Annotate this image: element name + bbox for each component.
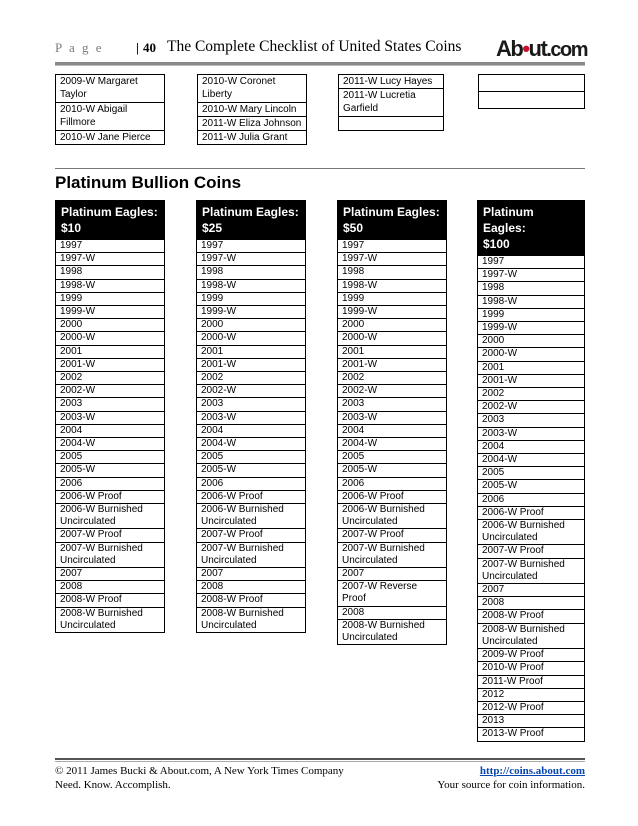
table-row	[478, 520, 585, 545]
coin-entry: 2002	[56, 372, 165, 385]
table-row	[478, 610, 585, 623]
table-row	[56, 332, 165, 345]
table-row	[338, 345, 447, 358]
table-row	[478, 322, 585, 335]
coin-entry: 2008-W Proof	[197, 594, 306, 607]
section-title: Platinum Bullion Coins	[55, 173, 242, 192]
table-row	[338, 279, 447, 292]
column-header-label: Platinum Eagles:	[343, 205, 440, 219]
coin-entry: 2007	[197, 568, 306, 581]
table-row	[338, 240, 447, 253]
coin-entry: 2000	[478, 335, 585, 348]
table-row	[197, 477, 306, 490]
table-row	[338, 385, 447, 398]
table-row	[56, 504, 165, 529]
coin-entry: 2006-W Burnished Uncirculated	[478, 520, 585, 545]
coin-entry: 2000-W	[197, 332, 306, 345]
coin-entry: 2004	[478, 440, 585, 453]
coin-entry: 2004	[197, 424, 306, 437]
table-row	[478, 401, 585, 414]
table-row	[478, 282, 585, 295]
table-row	[197, 438, 306, 451]
coin-entry: 2013	[478, 715, 585, 728]
coin-entry: 2006-W Proof	[478, 506, 585, 519]
table-row	[478, 675, 585, 688]
table-row	[197, 279, 306, 292]
coin-entry: 2000-W	[338, 332, 447, 345]
table-row	[197, 490, 306, 503]
header-rule-thin	[55, 65, 585, 66]
coin-entry: 1997	[338, 240, 447, 253]
table-row	[56, 581, 165, 594]
coin-entry: 2008	[56, 581, 165, 594]
column-header	[478, 201, 585, 256]
table-row	[56, 542, 165, 567]
coin-entry: 2008-W Burnished Uncirculated	[197, 607, 306, 632]
table-row	[338, 358, 447, 371]
table-row	[338, 398, 447, 411]
coin-entry: 2006	[478, 493, 585, 506]
coin-entry: 2007	[478, 584, 585, 597]
table-row	[478, 388, 585, 401]
table-row	[56, 398, 165, 411]
table-row	[197, 451, 306, 464]
coin-entry: 2008	[338, 606, 447, 619]
coin-entry: 1997-W	[338, 253, 447, 266]
coin-entry: 1998	[478, 282, 585, 295]
coin-entry: 2006	[56, 477, 165, 490]
coin-entry: 1997-W	[478, 269, 585, 282]
table-cell: 2009-W Margaret Taylor	[56, 75, 165, 103]
coin-entry: 2012	[478, 688, 585, 701]
table-row	[197, 504, 306, 529]
footer-source: Your source for coin information.	[437, 779, 585, 791]
table-row	[478, 374, 585, 387]
table-row	[197, 542, 306, 567]
coin-entry: 1998-W	[478, 295, 585, 308]
table-row	[478, 558, 585, 583]
table-row	[478, 414, 585, 427]
coin-entry: 2012-W Proof	[478, 701, 585, 714]
table-cell	[339, 117, 444, 131]
table-row	[56, 385, 165, 398]
table-row	[56, 279, 165, 292]
coin-entry: 1997-W	[56, 253, 165, 266]
table-row	[197, 345, 306, 358]
table-row	[56, 266, 165, 279]
coin-entry: 1998-W	[338, 279, 447, 292]
table-row	[338, 266, 447, 279]
column-header-denomination: $25	[202, 221, 223, 235]
coin-entry: 2005	[197, 451, 306, 464]
coin-entry: 2006	[197, 477, 306, 490]
table-row	[478, 256, 585, 269]
coin-entry: 1997	[478, 256, 585, 269]
table-row	[56, 438, 165, 451]
coin-entry: 1999	[56, 292, 165, 305]
coin-entry: 1998-W	[197, 279, 306, 292]
table-row	[56, 253, 165, 266]
coin-entry: 2000-W	[478, 348, 585, 361]
coin-entry: 1997-W	[197, 253, 306, 266]
table-row	[338, 529, 447, 542]
platinum-50-table	[337, 200, 447, 645]
coin-entry: 2008	[197, 581, 306, 594]
table-row	[197, 385, 306, 398]
table-row	[338, 504, 447, 529]
column-header-denomination: $50	[343, 221, 364, 235]
table-row	[478, 506, 585, 519]
first-spouse-table-4	[478, 74, 585, 109]
footer-rule	[55, 758, 585, 760]
column-header-denomination: $10	[61, 221, 82, 235]
coin-entry: 2007-W Burnished Uncirculated	[338, 542, 447, 567]
table-row	[56, 345, 165, 358]
table-row	[478, 584, 585, 597]
table-row	[338, 451, 447, 464]
footer-rule-thin	[55, 761, 585, 762]
coin-entry: 2003-W	[478, 427, 585, 440]
platinum-100-table	[477, 200, 585, 742]
table-row	[56, 292, 165, 305]
page-label: P a g e	[55, 40, 104, 55]
coin-entry: 2001-W	[338, 358, 447, 371]
section-rule	[55, 168, 585, 169]
table-row	[197, 411, 306, 424]
coin-entry: 1997	[56, 240, 165, 253]
table-row	[338, 568, 447, 581]
table-row	[197, 332, 306, 345]
coin-entry: 2006-W Proof	[197, 490, 306, 503]
table-row	[197, 424, 306, 437]
table-row	[338, 372, 447, 385]
table-row	[197, 581, 306, 594]
table-row	[478, 701, 585, 714]
first-spouse-table-3	[338, 74, 444, 131]
footer-copyright: © 2011 James Bucki & About.com, A New York Times Company	[55, 765, 344, 777]
column-header-label: Platinum Eagles:	[202, 205, 299, 219]
table-row	[56, 490, 165, 503]
coin-entry: 2005-W	[478, 480, 585, 493]
table-row	[338, 306, 447, 319]
table-row	[478, 335, 585, 348]
table-row	[197, 253, 306, 266]
coin-entry: 2008-W Proof	[56, 594, 165, 607]
table-cell	[479, 75, 585, 92]
coin-entry: 1999-W	[478, 322, 585, 335]
platinum-25-table	[196, 200, 306, 633]
table-row	[338, 464, 447, 477]
coin-entry: 2004-W	[197, 438, 306, 451]
coin-entry: 2005	[478, 467, 585, 480]
table-row	[478, 440, 585, 453]
table-row	[338, 424, 447, 437]
coin-entry: 2002	[478, 388, 585, 401]
table-row	[478, 308, 585, 321]
table-row	[338, 411, 447, 424]
table-row	[478, 454, 585, 467]
table-row	[478, 728, 585, 741]
coin-entry: 2005	[56, 451, 165, 464]
coin-entry: 2000	[338, 319, 447, 332]
table-row	[478, 467, 585, 480]
coin-entry: 1998	[197, 266, 306, 279]
table-row	[56, 568, 165, 581]
table-row	[56, 594, 165, 607]
coin-entry: 1999-W	[338, 306, 447, 319]
table-cell: 2011-W Lucy Hayes	[339, 75, 444, 89]
coin-entry: 2006-W Burnished Uncirculated	[56, 504, 165, 529]
table-row	[338, 332, 447, 345]
coin-entry: 2000	[197, 319, 306, 332]
table-row	[338, 542, 447, 567]
page-separator: |	[136, 40, 139, 55]
coin-entry: 2002-W	[56, 385, 165, 398]
table-row	[197, 306, 306, 319]
coin-entry: 2010-W Proof	[478, 662, 585, 675]
table-row	[197, 358, 306, 371]
coin-entry: 2002-W	[478, 401, 585, 414]
coin-entry: 2003	[478, 414, 585, 427]
coin-entry: 2002	[338, 372, 447, 385]
coin-entry: 2008-W Proof	[478, 610, 585, 623]
first-spouse-table-2	[197, 74, 307, 145]
column-header	[197, 201, 306, 240]
table-row	[56, 424, 165, 437]
coin-entry: 2006-W Proof	[56, 490, 165, 503]
coin-entry: 2002	[197, 372, 306, 385]
coin-entry: 2001	[478, 361, 585, 374]
coin-entry: 2009-W Proof	[478, 649, 585, 662]
table-row	[197, 464, 306, 477]
logo-text-1: Ab	[496, 36, 523, 61]
coin-entry: 2001	[197, 345, 306, 358]
table-row	[478, 269, 585, 282]
table-row	[56, 607, 165, 632]
coin-entry: 2007-W Reverse Proof	[338, 581, 447, 606]
coin-entry: 2005-W	[197, 464, 306, 477]
table-row	[197, 266, 306, 279]
coin-entry: 2006-W Burnished Uncirculated	[338, 504, 447, 529]
table-row	[197, 607, 306, 632]
page-number: 40	[143, 40, 156, 55]
coin-entry: 2003-W	[338, 411, 447, 424]
table-row	[197, 529, 306, 542]
coin-entry: 2007-W Proof	[56, 529, 165, 542]
table-row	[478, 480, 585, 493]
table-row	[478, 361, 585, 374]
coin-entry: 2003	[56, 398, 165, 411]
table-row	[338, 490, 447, 503]
table-row	[478, 688, 585, 701]
table-row	[56, 529, 165, 542]
table-row	[478, 597, 585, 610]
table-row	[478, 649, 585, 662]
first-spouse-table-1	[55, 74, 165, 145]
coin-entry: 2003-W	[197, 411, 306, 424]
table-row	[478, 662, 585, 675]
table-row	[478, 427, 585, 440]
coin-entry: 2013-W Proof	[478, 728, 585, 741]
coin-entry: 2002-W	[197, 385, 306, 398]
coin-entry: 2007-W Proof	[197, 529, 306, 542]
table-row	[56, 240, 165, 253]
table-cell: 2010-W Abigail Fillmore	[56, 103, 165, 131]
coin-entry: 2001-W	[478, 374, 585, 387]
table-row	[56, 306, 165, 319]
table-cell: 2010-W Coronet Liberty	[198, 75, 307, 103]
table-row	[478, 493, 585, 506]
column-header	[56, 201, 165, 240]
table-row	[338, 619, 447, 644]
coin-entry: 2005-W	[56, 464, 165, 477]
coin-entry: 1998	[56, 266, 165, 279]
coin-entry: 1998-W	[56, 279, 165, 292]
table-row	[478, 295, 585, 308]
column-header-label: Platinum Eagles:	[61, 205, 158, 219]
table-cell: 2011-W Eliza Johnson	[198, 117, 307, 131]
coin-entry: 2001-W	[56, 358, 165, 371]
logo-dot: •	[522, 36, 529, 61]
coin-entry: 2003	[197, 398, 306, 411]
coin-entry: 1999-W	[56, 306, 165, 319]
coin-entry: 2000	[56, 319, 165, 332]
table-row	[197, 319, 306, 332]
table-row	[56, 411, 165, 424]
footer-tagline: Need. Know. Accomplish.	[55, 779, 171, 791]
platinum-10-table	[55, 200, 165, 633]
coin-entry: 2007-W Proof	[338, 529, 447, 542]
coin-entry: 1999-W	[197, 306, 306, 319]
logo-text-2: ut	[528, 36, 547, 61]
coin-entry: 2008-W Burnished Uncirculated	[478, 623, 585, 648]
table-row	[56, 477, 165, 490]
table-row	[338, 292, 447, 305]
coin-entry: 2007-W Burnished Uncirculated	[56, 542, 165, 567]
coin-entry: 2003	[338, 398, 447, 411]
page-header	[55, 38, 585, 62]
table-row	[338, 606, 447, 619]
coin-entry: 2001	[56, 345, 165, 358]
coin-entry: 2007-W Proof	[478, 545, 585, 558]
coin-entry: 2007	[56, 568, 165, 581]
table-row	[197, 568, 306, 581]
table-row	[56, 464, 165, 477]
table-row	[56, 451, 165, 464]
coin-entry: 2006-W Burnished Uncirculated	[197, 504, 306, 529]
coin-entry: 2006	[338, 477, 447, 490]
table-row	[338, 438, 447, 451]
table-row	[478, 715, 585, 728]
column-header-denomination: $100	[483, 237, 510, 251]
table-row	[197, 372, 306, 385]
document-title: The Complete Checklist of United States Coins	[167, 38, 462, 55]
column-header-label: Platinum Eagles:	[483, 205, 534, 235]
coin-entry: 1998	[338, 266, 447, 279]
table-row	[56, 319, 165, 332]
table-row	[478, 545, 585, 558]
coin-entry: 2001	[338, 345, 447, 358]
coin-entry: 2011-W Proof	[478, 675, 585, 688]
table-cell: 2010-W Jane Pierce	[56, 131, 165, 145]
coin-entry: 2004-W	[56, 438, 165, 451]
footer-link[interactable]: http://coins.about.com	[479, 765, 585, 777]
coin-entry: 2007-W Burnished Uncirculated	[197, 542, 306, 567]
table-row	[56, 358, 165, 371]
table-row	[197, 240, 306, 253]
coin-entry: 2000-W	[56, 332, 165, 345]
table-cell	[479, 92, 585, 109]
coin-entry: 2004-W	[338, 438, 447, 451]
table-row	[478, 348, 585, 361]
coin-entry: 2007	[338, 568, 447, 581]
table-row	[56, 372, 165, 385]
table-row	[338, 581, 447, 606]
coin-entry: 1999	[197, 292, 306, 305]
coin-entry: 2004	[338, 424, 447, 437]
column-header	[338, 201, 447, 240]
table-cell: 2011-W Lucretia Garfield	[339, 89, 444, 117]
coin-entry: 2008-W Burnished Uncirculated	[338, 619, 447, 644]
coin-entry: 2008	[478, 597, 585, 610]
coin-entry: 2003-W	[56, 411, 165, 424]
table-row	[338, 477, 447, 490]
coin-entry: 1999	[478, 308, 585, 321]
coin-entry: 2001-W	[197, 358, 306, 371]
coin-entry: 2006-W Proof	[338, 490, 447, 503]
coin-entry: 2004-W	[478, 454, 585, 467]
table-row	[338, 253, 447, 266]
coin-entry: 1999	[338, 292, 447, 305]
coin-entry: 2004	[56, 424, 165, 437]
coin-entry: 2002-W	[338, 385, 447, 398]
table-cell: 2010-W Mary Lincoln	[198, 103, 307, 117]
table-cell: 2011-W Julia Grant	[198, 131, 307, 145]
about-logo	[496, 36, 587, 62]
coin-entry: 2005	[338, 451, 447, 464]
logo-text-3: .com	[546, 39, 587, 61]
table-row	[197, 594, 306, 607]
table-row	[478, 623, 585, 648]
coin-entry: 2008-W Burnished Uncirculated	[56, 607, 165, 632]
table-row	[338, 319, 447, 332]
table-row	[197, 398, 306, 411]
coin-entry: 1997	[197, 240, 306, 253]
coin-entry: 2005-W	[338, 464, 447, 477]
coin-entry: 2007-W Burnished Uncirculated	[478, 558, 585, 583]
table-row	[197, 292, 306, 305]
